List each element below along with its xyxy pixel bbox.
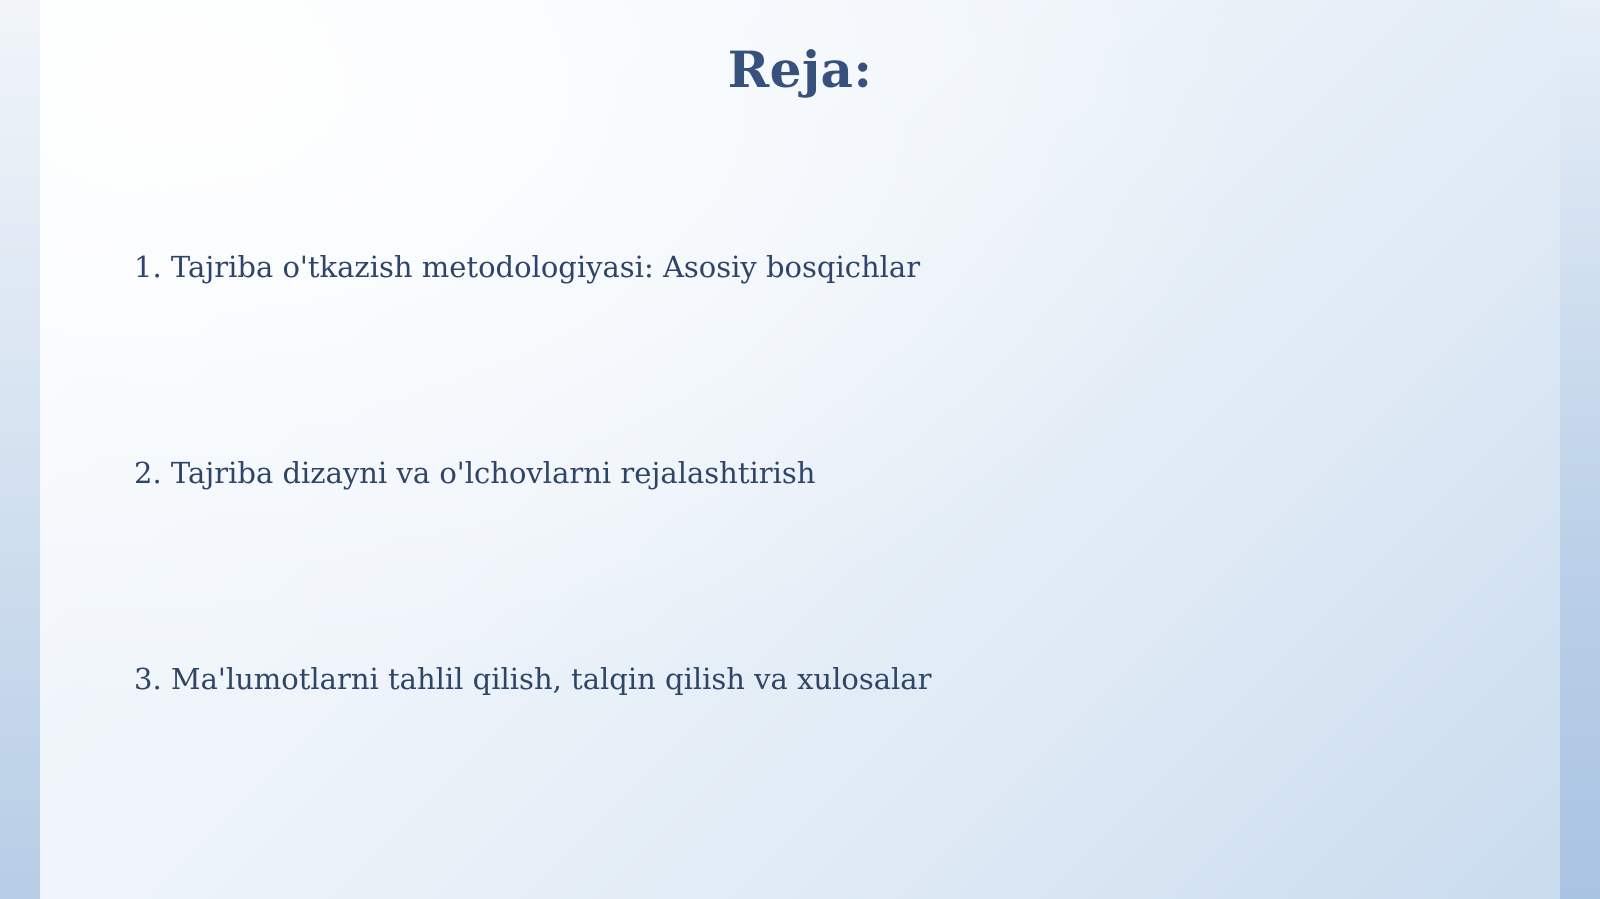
slide	[40, 0, 1560, 899]
left-edge-background	[0, 0, 40, 899]
plan-item-3: 3. Ma'lumotlarni tahlil qilish, talqin qilish va xulosalar	[134, 662, 932, 696]
right-edge-background	[1560, 0, 1600, 899]
slide-title: Reja:	[727, 40, 873, 99]
plan-item-1: 1. Tajriba o'tkazish metodologiyasi: Asosiy bosqichlar	[134, 250, 921, 284]
plan-item-2: 2. Tajriba dizayni va o'lchovlarni rejalashtirish	[134, 456, 816, 490]
